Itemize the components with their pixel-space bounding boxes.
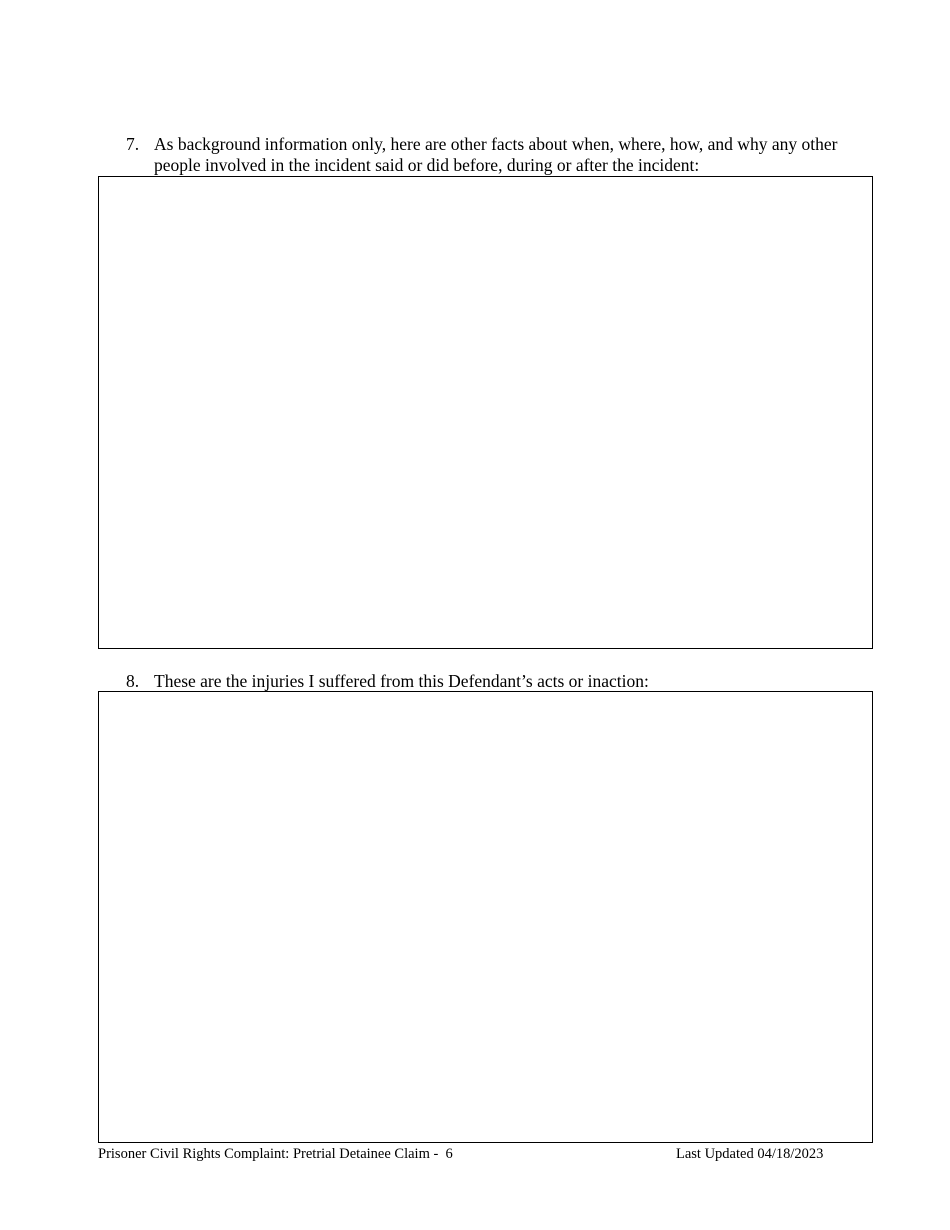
- question-7-answer-box[interactable]: [98, 176, 873, 649]
- question-8-answer-box[interactable]: [98, 691, 873, 1143]
- question-7: [126, 134, 856, 176]
- question-7-text: As background information only, here are other facts about when, where, how, and why any other people involved in the incident said or did before, during or after the incident:: [154, 134, 838, 175]
- question-8-text: These are the injuries I suffered from this Defendant’s acts or inaction:: [154, 671, 649, 691]
- question-7-number: 7.: [126, 134, 140, 154]
- question-8: [126, 671, 856, 692]
- footer-form-title: Prisoner Civil Rights Complaint: Pretrial Detainee Claim - 6: [98, 1146, 453, 1162]
- footer-last-updated: Last Updated 04/18/2023: [676, 1146, 824, 1162]
- question-8-number: 8.: [126, 671, 140, 691]
